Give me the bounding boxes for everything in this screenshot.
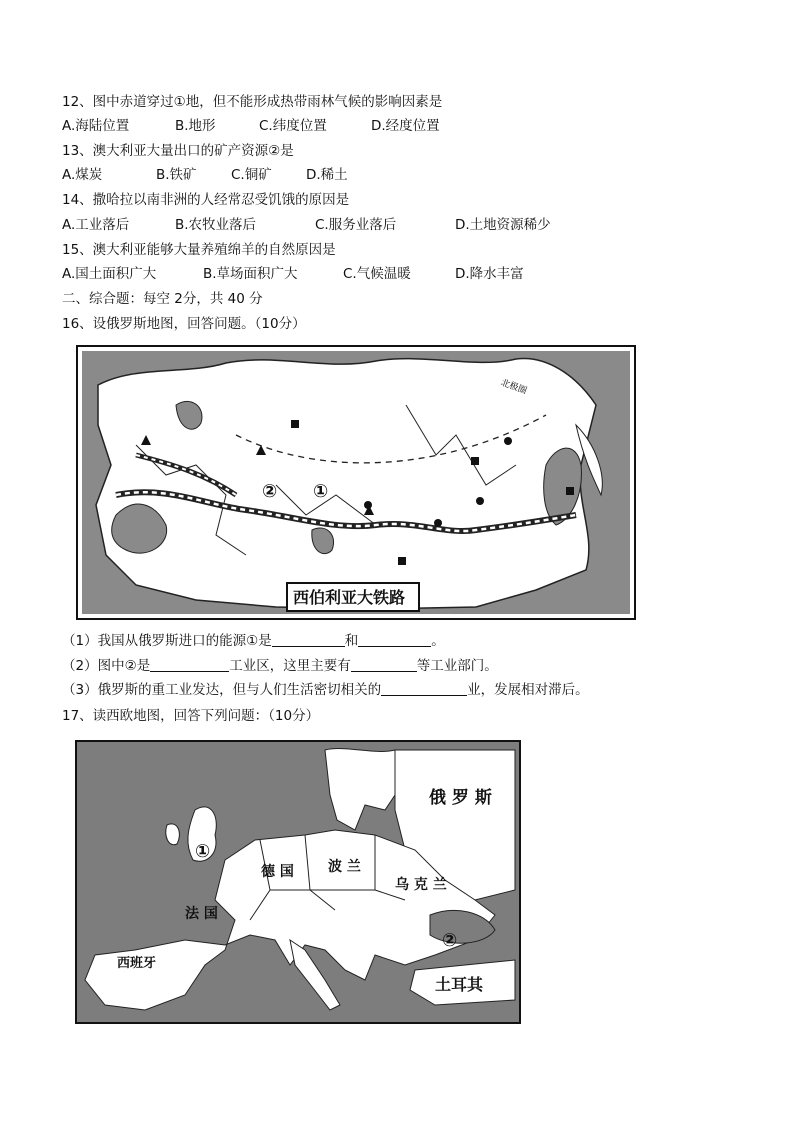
question-13-options	[62, 165, 662, 185]
q13-option-d[interactable]: D.稀土	[306, 167, 348, 183]
q13-option-b[interactable]: B.铁矿	[156, 167, 197, 183]
q16-sub3-pre: （3）俄罗斯的重工业发达，但与人们生活密切相关的	[62, 682, 382, 698]
label-turkey: 土耳其	[435, 975, 484, 994]
map-marker-2: ②	[262, 481, 278, 502]
q15-option-a[interactable]: A.国土面积广大	[62, 266, 157, 282]
q13-option-a[interactable]: A.煤炭	[62, 167, 103, 183]
q12-option-c[interactable]: C.纬度位置	[259, 118, 327, 134]
q16-sub2	[62, 656, 498, 676]
q16-sub3-post: 业，发展相对滞后。	[467, 682, 589, 698]
q16-sub3	[62, 680, 589, 700]
question-15-text: 15、澳大利亚能够大量养殖绵羊的自然原因是	[62, 242, 336, 258]
label-poland: 波 兰	[328, 859, 361, 875]
q16-sub1-pre: （1）我国从俄罗斯进口的能源①是	[62, 633, 272, 649]
label-ukraine: 乌 克 兰	[395, 877, 447, 893]
q15-option-b[interactable]: B.草场面积广大	[203, 266, 298, 282]
label-france: 法 国	[185, 906, 218, 922]
section-2-title: 二、综合题：每空 2分，共 40 分	[62, 291, 263, 307]
q12-option-b[interactable]: B.地形	[175, 118, 216, 134]
q14-option-c[interactable]: C.服务业落后	[315, 217, 397, 233]
question-14-text: 14、撒哈拉以南非洲的人经常忍受饥饿的原因是	[62, 192, 350, 208]
question-17-text: 17、读西欧地图，回答下列问题：（10分）	[62, 708, 320, 724]
railway-label: 西伯利亚大铁路	[293, 588, 406, 607]
q16-sub1-blank-1[interactable]	[272, 632, 345, 647]
q13-option-c[interactable]: C.铜矿	[231, 167, 272, 183]
label-spain: 西班牙	[117, 956, 157, 971]
question-14-options	[62, 215, 662, 235]
q16-sub1-post: 。	[431, 633, 445, 649]
question-13-text: 13、澳大利亚大量出口的矿产资源②是	[62, 143, 294, 159]
question-16-text: 16、设俄罗斯地图，回答问题。（10分）	[62, 316, 306, 332]
map-marker-1: ①	[313, 481, 329, 502]
q14-option-a[interactable]: A.工业落后	[62, 217, 130, 233]
q16-sub1	[62, 631, 445, 651]
arctic-circle-label: 北极圈	[499, 377, 528, 397]
q16-sub2-mid: 工业区，这里主要有	[229, 658, 351, 674]
q15-option-d[interactable]: D.降水丰富	[455, 266, 524, 282]
q15-option-c[interactable]: C.气候温暖	[343, 266, 411, 282]
q16-sub2-post: 等工业部门。	[416, 658, 498, 674]
europe-map	[75, 740, 521, 1024]
label-germany: 德 国	[261, 864, 294, 880]
q16-sub3-blank[interactable]	[381, 681, 467, 696]
q16-sub1-blank-2[interactable]	[358, 632, 431, 647]
question-12-text: 12、图中赤道穿过①地，但不能形成热带雨林气候的影响因素是	[62, 94, 443, 110]
q16-sub2-blank-1[interactable]	[150, 657, 229, 672]
russia-map	[76, 345, 636, 620]
q12-option-a[interactable]: A.海陆位置	[62, 118, 130, 134]
label-russia: 俄 罗 斯	[429, 788, 492, 808]
question-12-options	[62, 116, 662, 136]
map-marker-2: ②	[442, 930, 458, 951]
q12-option-d[interactable]: D.经度位置	[371, 118, 440, 134]
q14-option-b[interactable]: B.农牧业落后	[175, 217, 257, 233]
q16-sub1-mid: 和	[344, 633, 359, 649]
q14-option-d[interactable]: D.土地资源稀少	[455, 217, 551, 233]
question-15-options	[62, 264, 662, 284]
q16-sub2-blank-2[interactable]	[351, 657, 417, 672]
q16-sub2-pre: （2）图中②是	[62, 658, 151, 674]
map-marker-1: ①	[195, 841, 211, 862]
